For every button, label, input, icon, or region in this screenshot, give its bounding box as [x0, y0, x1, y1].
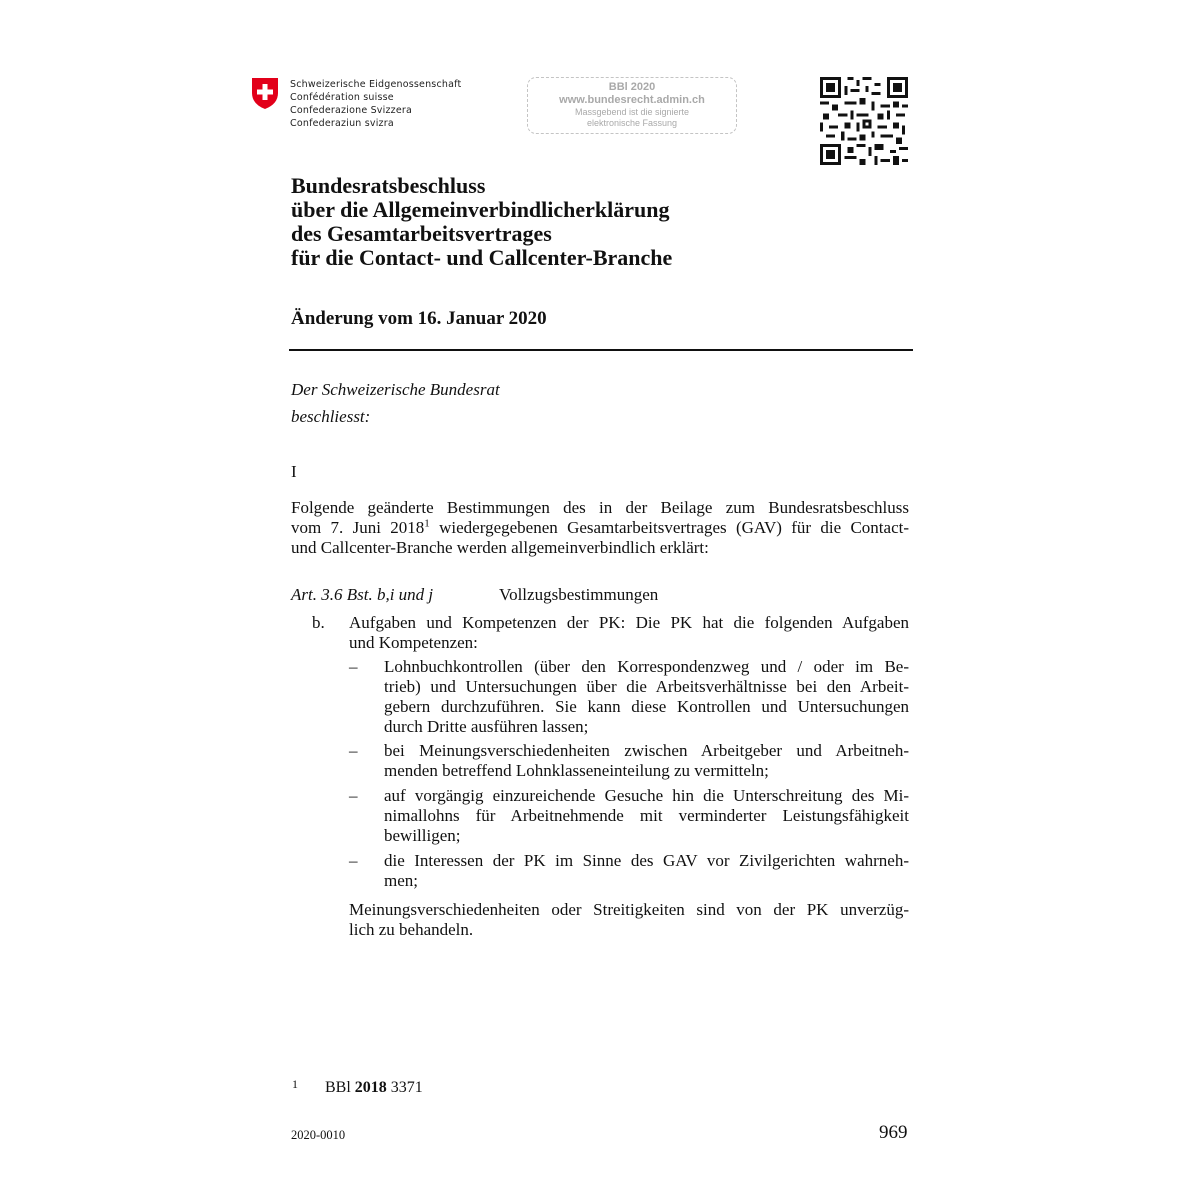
title-line-3: des Gesamtarbeitsvertrages: [291, 221, 552, 246]
title-line-1: Bundesratsbeschluss: [291, 173, 486, 198]
footnote-ref[interactable]: 1: [424, 517, 430, 530]
bullet-3-line-1: auf vorgängig einzureichende Gesuche hin die Unterschreitung des Mi-: [384, 786, 909, 805]
title-line-2: über die Allgemeinverbindlicherklärung: [291, 197, 670, 222]
stamp-line-3: Massgebend ist die signierte: [574, 107, 690, 117]
org-name-it: Confederazione Svizzera: [290, 105, 413, 116]
bullet-1-line-3: gebern durchzuführen. Sie kann diese Kontrollen und Untersuchungen: [384, 697, 909, 716]
org-name-rm: Confederaziun svizra: [290, 118, 394, 129]
bullet-1-line-1: Lohnbuchkontrollen (über den Korrespondenzweg und / oder im Be-: [384, 657, 909, 676]
item-b-line-2: und Kompetenzen:: [349, 633, 478, 652]
item-b-label: b.: [312, 613, 325, 632]
bullet-1-line-2: trieb) und Untersuchungen über die Arbeitsverhältnisse bei den Arbeit-: [384, 677, 909, 696]
org-name-de: Schweizerische Eidgenossenschaft: [290, 79, 462, 90]
stamp-line-4: elektronische Fassung: [586, 118, 678, 128]
bullet-4-dash: –: [349, 851, 358, 870]
stamp-line-2[interactable]: www.bundesrecht.admin.ch: [559, 94, 705, 106]
bullet-3-line-2: nimallohns für Arbeitnehmende mit verminderter Leistungsfähigkeit: [384, 806, 909, 825]
footnote-text: [325, 1078, 423, 1098]
qr-code-icon: [820, 77, 908, 165]
article-ref: Art. 3.6 Bst. b,i und j: [291, 585, 434, 604]
bullet-1-line-4: durch Dritte ausführen lassen;: [384, 717, 589, 736]
title-line-4: für die Contact- und Callcenter-Branche: [291, 245, 673, 270]
intro-line-2-end: wiedergegebenen Gesamtarbeitsvertrages (GAV) für die Contact-: [429, 518, 910, 537]
intro-line-3: und Callcenter-Branche werden allgemeinverbindlich erklärt:: [291, 538, 709, 557]
title-divider: [289, 349, 913, 351]
section-number: I: [291, 462, 297, 481]
bullet-1-dash: –: [349, 657, 358, 676]
footnote-year: 2018: [354, 1079, 387, 1096]
bullet-3-dash: –: [349, 786, 358, 805]
swiss-crest-icon: [251, 77, 279, 110]
org-name-fr: Confédération suisse: [290, 92, 394, 103]
footnote-text-pre: BBl: [325, 1079, 355, 1096]
intro-line-1: Folgende geänderte Bestimmungen des in der Beilage zum Bundesratsbeschluss: [291, 498, 909, 517]
amendment-date: Änderung vom 16. Januar 2020: [291, 308, 547, 329]
preamble-line-2: beschliesst:: [291, 407, 371, 426]
item-b-line-1: Aufgaben und Kompetenzen der PK: Die PK hat die folgenden Aufgaben: [349, 613, 909, 632]
closing-line-2: lich zu behandeln.: [349, 920, 474, 939]
bullet-3-line-3: bewilligen;: [384, 826, 461, 845]
intro-line-2-start: vom 7. Juni 2018: [291, 518, 425, 537]
stamp-line-1: BBl 2020: [608, 81, 656, 93]
page-number: 969: [879, 1122, 908, 1143]
signature-stamp: [527, 77, 737, 134]
intro-line-2: [291, 518, 909, 538]
article-heading: Vollzugsbestimmungen: [499, 585, 659, 604]
closing-line-1: Meinungsverschiedenheiten oder Streitigkeiten sind von der PK unverzüg-: [349, 900, 909, 919]
bullet-2-dash: –: [349, 741, 358, 760]
footnote-text-post: 3371: [386, 1079, 423, 1096]
footnote-number: 1: [292, 1077, 298, 1091]
bullet-4-line-1: die Interessen der PK im Sinne des GAV vor Zivilgerichten wahrneh-: [384, 851, 909, 870]
preamble-line-1: Der Schweizerische Bundesrat: [291, 380, 500, 399]
bullet-2-line-2: menden betreffend Lohnklasseneinteilung zu vermitteln;: [384, 761, 769, 780]
bullet-4-line-2: men;: [384, 871, 418, 890]
bullet-2-line-1: bei Meinungsverschiedenheiten zwischen Arbeitgeber und Arbeitneh-: [384, 741, 909, 760]
document-number: 2020-0010: [291, 1128, 346, 1142]
